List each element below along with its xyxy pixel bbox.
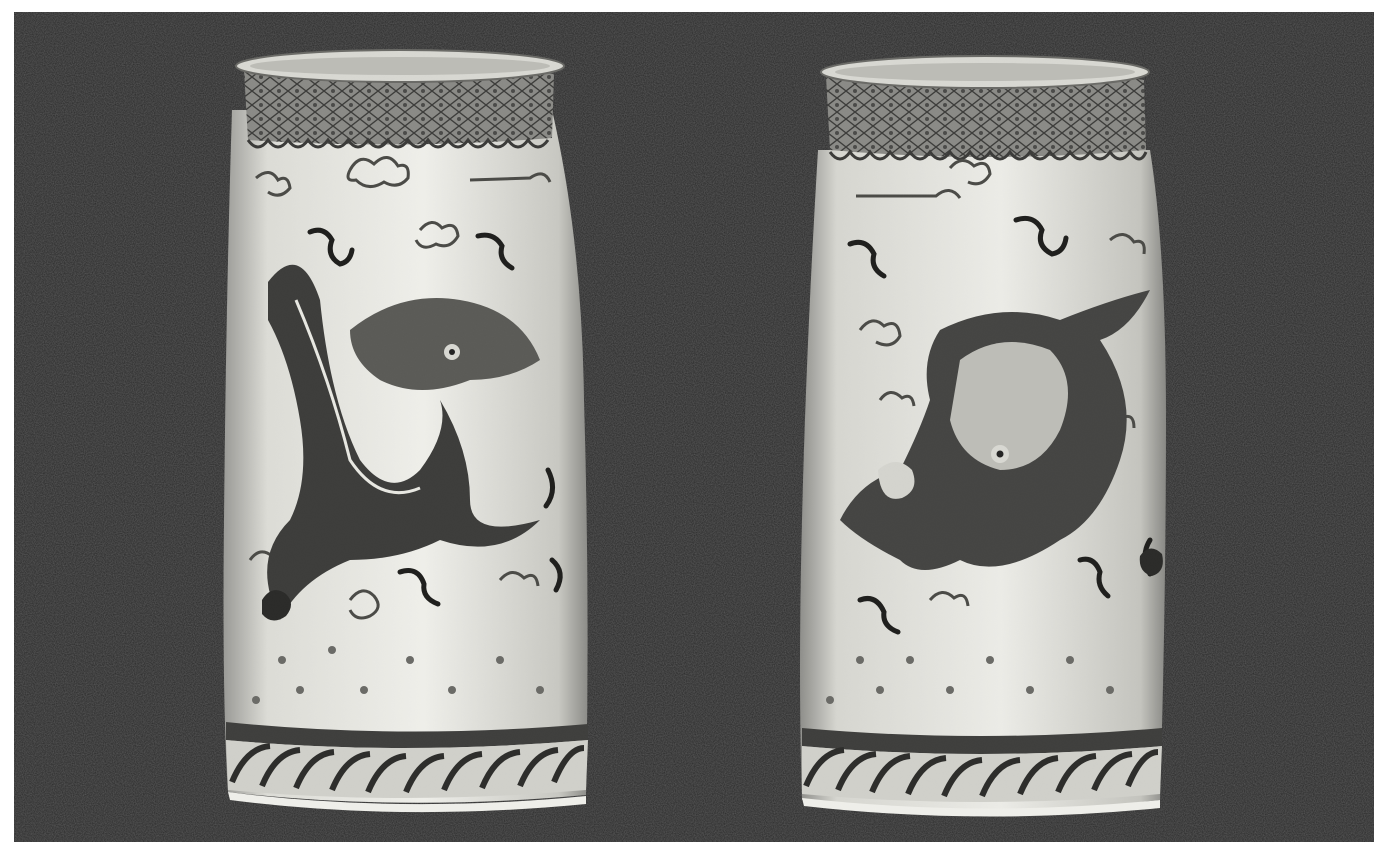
photo-grain-overlay (14, 12, 1374, 842)
